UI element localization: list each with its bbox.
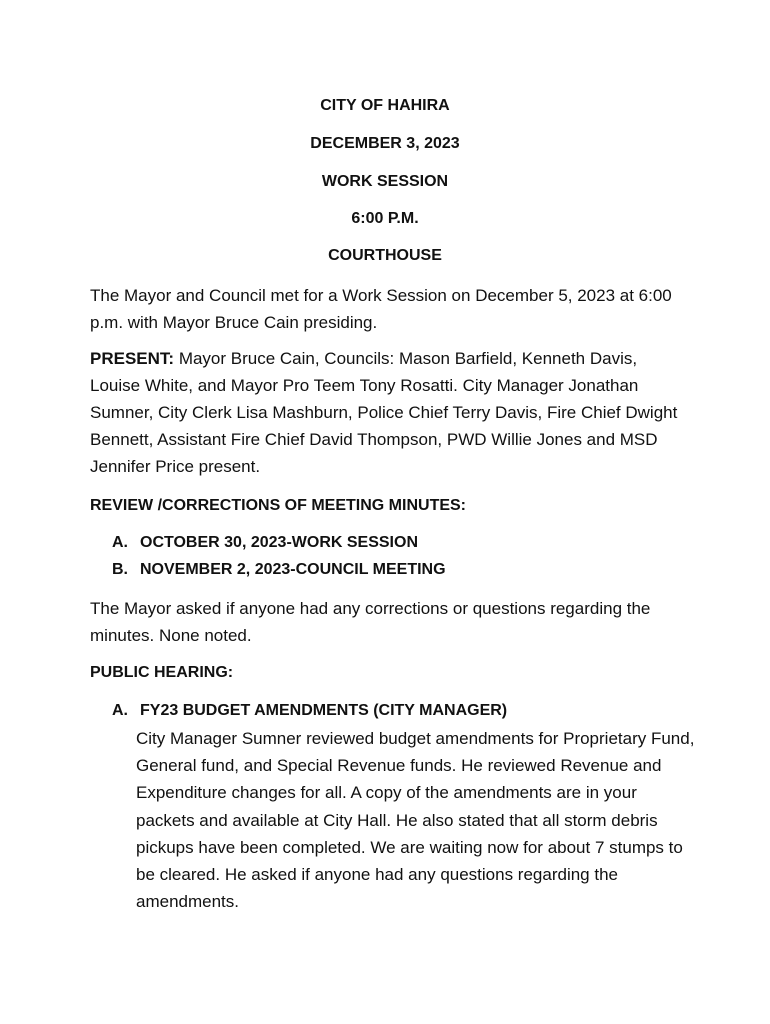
public-hearing-title: PUBLIC HEARING:	[90, 664, 234, 681]
review-item-a-marker: A.	[112, 534, 128, 551]
public-hearing-item-a	[112, 701, 712, 721]
review-note: The Mayor asked if anyone had any corrections or questions regarding the minutes. None noted.	[90, 599, 651, 645]
intro-paragraph: The Mayor and Council met for a Work Session on December 5, 2023 at 6:00 p.m. with Mayor Bruce Cain presiding.	[90, 286, 672, 332]
date-heading: DECEMBER 3, 2023	[310, 135, 460, 152]
city-heading: CITY OF HAHIRA	[320, 97, 450, 114]
present-label: PRESENT:	[90, 349, 175, 368]
location-heading: COURTHOUSE	[328, 247, 442, 264]
review-item-a	[112, 533, 712, 553]
public-hearing-item-a-text: FY23 BUDGET AMENDMENTS (CITY MANAGER)	[140, 702, 508, 719]
session-heading: WORK SESSION	[321, 173, 449, 190]
review-item-b-text: NOVEMBER 2, 2023-COUNCIL MEETING	[140, 561, 446, 578]
review-item-b-marker: B.	[112, 561, 128, 578]
present-text: Mayor Bruce Cain, Councils: Mason Barfield, Kenneth Davis, Louise White, and Mayor Pro Teem Tony Rosatti. City Manager Jonathan Sumner, City Clerk Lisa Mashburn, Police Chief Terry Davis, Fire Chief Dwight Bennett, Assistant Fire Chief David Thompson, PWD Willie Jones and MSD Jennifer Price present.	[90, 349, 678, 476]
public-hearing-item-a-marker: A.	[112, 702, 128, 719]
review-section-title: REVIEW /CORRECTIONS OF MEETING MINUTES:	[90, 497, 467, 514]
review-item-b	[112, 560, 712, 580]
present-paragraph	[90, 345, 690, 480]
review-item-a-text: OCTOBER 30, 2023-WORK SESSION	[140, 534, 418, 551]
public-hearing-item-a-body: City Manager Sumner reviewed budget amendments for Proprietary Fund, General fund, and Special Revenue funds. He reviewed Revenue and Expenditure changes for all. A copy of the amendments are in your packets and available at City Hall. He also stated that all storm debris pickups have been completed. We are waiting now for about 7 stumps to be cleared. He asked if anyone had any questions regarding the amendments.	[136, 729, 695, 912]
time-heading: 6:00 P.M.	[351, 210, 419, 227]
